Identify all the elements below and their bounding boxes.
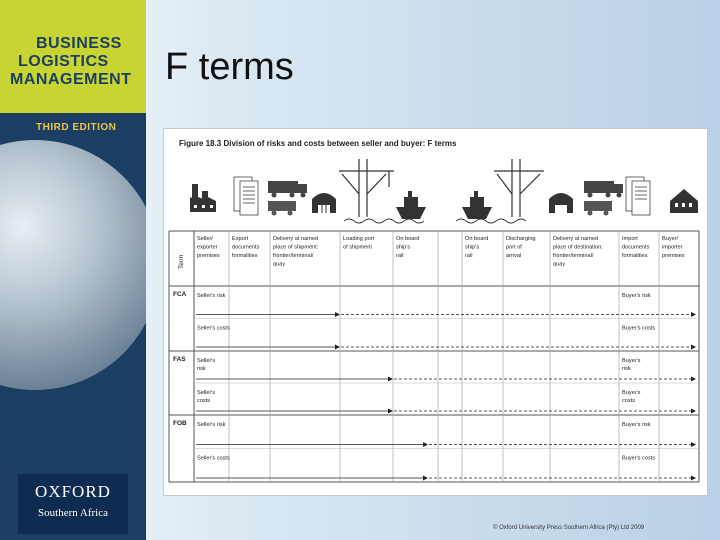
term-row-header: Term: [178, 254, 185, 269]
arrowhead: [423, 476, 428, 481]
arrowhead: [335, 345, 340, 350]
column-header-line: Loading port: [343, 236, 375, 242]
publisher-name: OXFORD: [35, 482, 111, 501]
buyer-label: Buyer's: [622, 390, 641, 396]
copyright-notice: © Oxford University Press Southern Africa (Pty) Ltd 2009: [493, 525, 645, 531]
seller-label: Seller's: [197, 358, 216, 364]
figure-panel: [163, 128, 708, 496]
seller-label: costs: [197, 398, 211, 404]
seller-label: Seller's risk: [197, 422, 226, 428]
column-header-line: importer: [662, 244, 683, 251]
cover-title-line: BUSINESS: [36, 35, 122, 52]
arrowhead: [691, 312, 696, 317]
column-header-line: quay: [553, 261, 566, 268]
column-header-line: rail: [465, 253, 473, 259]
column-header-line: premises: [197, 253, 220, 259]
column-header-line: ship's: [465, 244, 480, 251]
column-header-line: of shipment: [343, 244, 372, 251]
buyer-label: Buyer's risk: [622, 422, 651, 428]
seller-label: Seller's risk: [197, 293, 226, 299]
column-header-line: rail: [396, 253, 404, 259]
book-cover: [0, 0, 146, 540]
column-header-line: frontier/terminal/: [273, 253, 314, 259]
column-header-line: Discharging: [506, 236, 536, 242]
column-header-line: quay: [273, 261, 286, 268]
publisher-region: Southern Africa: [38, 507, 108, 519]
buyer-label: Buyer's costs: [622, 325, 656, 332]
arrowhead: [691, 476, 696, 481]
buyer-label: risk: [622, 366, 631, 372]
cover-title-line: MANAGEMENT: [10, 71, 132, 88]
term-label: FCA: [173, 291, 187, 298]
column-header-line: premises: [662, 253, 685, 259]
column-header-line: Export: [232, 236, 249, 242]
term-label: FAS: [173, 356, 186, 363]
column-header-line: Seller/: [197, 236, 213, 242]
arrowhead: [691, 442, 696, 447]
column-header-line: port of: [506, 244, 522, 251]
arrowhead: [423, 442, 428, 447]
seller-label: Seller's costs: [197, 325, 230, 332]
risk-cost-table: [164, 129, 709, 497]
column-header-line: On board: [465, 236, 489, 242]
column-header-line: place of destination:: [553, 244, 603, 251]
buyer-label: costs: [622, 398, 636, 404]
figure-caption: Figure 18.3 Division of risks and costs between seller and buyer: F terms: [179, 139, 457, 148]
column-header-line: Delivery at named: [553, 236, 599, 242]
seller-label: Seller's: [197, 390, 216, 396]
globe-image: [0, 140, 146, 390]
column-header-line: formalities: [622, 253, 648, 259]
column-header-line: On board: [396, 236, 420, 242]
arrowhead: [388, 409, 393, 414]
cover-title-line: LOGISTICS: [18, 53, 109, 70]
column-header-line: documents: [232, 244, 260, 251]
seller-label: Seller's costs: [197, 455, 230, 462]
buyer-label: Buyer's costs: [622, 455, 656, 462]
column-header-line: documents: [622, 244, 650, 251]
buyer-label: Buyer's risk: [622, 293, 651, 299]
column-header-line: formalities: [232, 253, 258, 259]
cover-title-block: [0, 0, 146, 113]
arrowhead: [691, 345, 696, 350]
cover-edition: THIRD EDITION: [36, 122, 117, 133]
term-label: FOB: [173, 420, 187, 427]
publisher-logo: [18, 474, 128, 534]
column-header-line: arrival: [506, 253, 522, 259]
arrowhead: [388, 377, 393, 382]
seller-label: risk: [197, 366, 206, 372]
arrowhead: [691, 377, 696, 382]
buyer-label: Buyer's: [622, 358, 641, 364]
slide-title: F terms: [165, 46, 294, 88]
arrowhead: [335, 312, 340, 317]
column-header-line: ship's: [396, 244, 411, 251]
column-header-line: place of shipment:: [273, 244, 319, 251]
column-header-line: frontier/terminal/: [553, 253, 594, 259]
column-header-line: Import: [622, 236, 638, 242]
column-header-line: Buyer/: [662, 236, 679, 242]
column-header-line: Delivery at named: [273, 236, 319, 242]
arrowhead: [691, 409, 696, 414]
column-header-line: exporter: [197, 244, 218, 251]
